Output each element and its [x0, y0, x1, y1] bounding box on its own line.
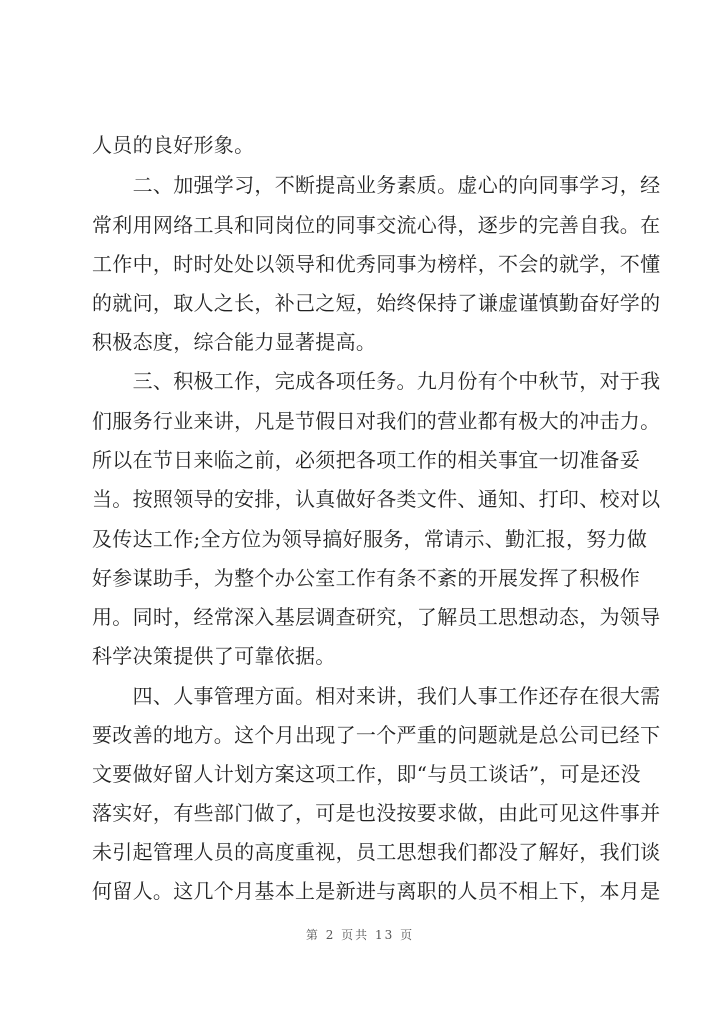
text-line: 四、人事管理方面。相对来讲，我们人事工作还存在很大需 — [92, 684, 661, 708]
text-line: 落实好，有些部门做了，可是也没按要求做，由此可见这件事并 — [92, 801, 661, 825]
text-line: 何留人。这几个月基本上是新进与离职的人员不相上下，本月是 — [92, 879, 661, 903]
page-footer — [0, 926, 720, 943]
text-line: 科学决策提供了可靠依据。 — [92, 644, 336, 668]
text-line: 常利用网络工具和同岗位的同事交流心得，逐步的完善自我。在 — [92, 213, 661, 237]
text-line: 及传达工作;全方位为领导搞好服务，常请示、勤汇报，努力做 — [92, 527, 648, 551]
text-line: 好参谋助手，为整个办公室工作有条不紊的开展发挥了积极作 — [92, 566, 641, 590]
text-line: 文要做好留人计划方案这项工作，即“与员工谈话”，可是还没 — [92, 762, 641, 786]
text-line: 们服务行业来讲，凡是节假日对我们的营业都有极大的冲击力。 — [92, 409, 661, 433]
text-line: 所以在节日来临之前，必须把各项工作的相关事宜一切准备妥 — [92, 448, 641, 472]
page-number-label: 第 2 页共 13 页 — [305, 928, 415, 942]
text-line: 用。同时，经常深入基层调查研究，了解员工思想动态，为领导 — [92, 605, 661, 629]
text-line: 的就问，取人之长，补己之短，始终保持了谦虚谨慎勤奋好学的 — [92, 291, 661, 315]
text-line: 积极态度，综合能力显著提高。 — [92, 330, 377, 354]
text-line: 工作中，时时处处以领导和优秀同事为榜样，不会的就学，不懂 — [92, 252, 661, 276]
text-line: 人员的良好形象。 — [92, 133, 255, 157]
text-line: 二、加强学习，不断提高业务素质。虚心的向同事学习，经 — [92, 173, 661, 197]
text-line: 三、积极工作，完成各项任务。九月份有个中秋节，对于我 — [92, 369, 661, 393]
text-line: 未引起管理人员的高度重视，员工思想我们都没了解好，我们谈 — [92, 840, 661, 864]
text-line: 当。按照领导的安排，认真做好各类文件、通知、打印、校对以 — [92, 487, 661, 511]
text-line: 要改善的地方。这个月出现了一个严重的问题就是总公司已经下 — [92, 723, 661, 747]
